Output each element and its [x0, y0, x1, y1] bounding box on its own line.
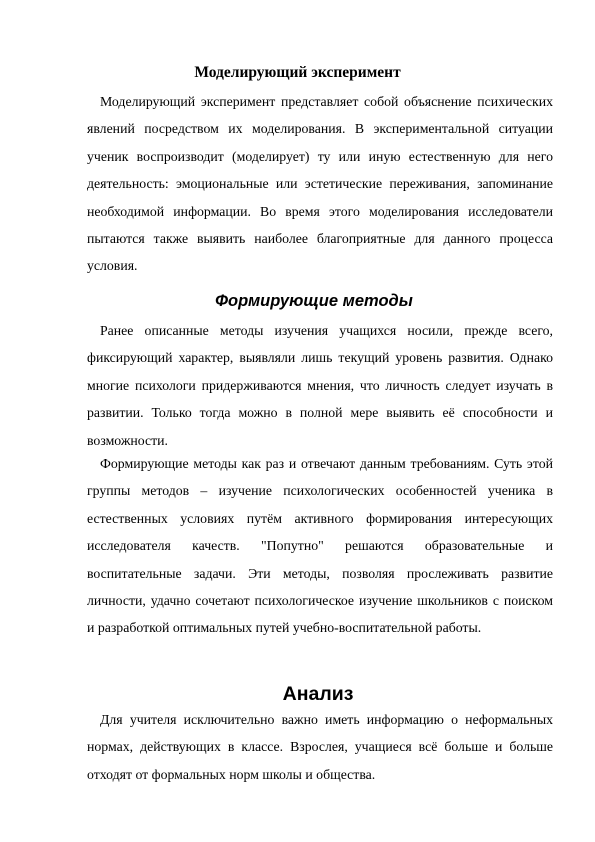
paragraph-modeling-experiment: Моделирующий эксперимент представляет собой объяснение психических явлений посредством их моделирования. В экспериментальной ситуации ученик воспроизводит (моделирует) ту или иную естественную для него деятельность: эмоциональные или эстетические переживания, запоминание необходимой информации. Во время этого моделирования исследователи пытаются также выявить наиболее благоприятные для данного процесса условия.	[87, 94, 553, 274]
paragraph-formative-methods-2: Формирующие методы как раз и отвечают данным требованиям. Суть этой группы методов – изучение психологических особенностей ученика в естественных условиях путём активного формирования интересующих исследователя качеств. "Попутно" решаются образовательные и воспитательные задачи. Эти методы, позволяя прослеживать развитие личности, удачно сочетают психологическое изучение школьников с поиском и разработкой оптимальных путей учебно-воспитательной работы.	[87, 456, 553, 636]
paragraph-analysis: Для учителя исключительно важно иметь информацию о неформальных нормах, действующих в классе. Взрослея, учащиеся всё больше и больше отходят от формальных норм школы и общества.	[87, 712, 553, 782]
paragraph-formative-methods-1: Ранее описанные методы изучения учащихся носили, прежде всего, фиксирующий характер, выявляли лишь текущий уровень развития. Однако многие психологи придерживаются мнения, что личность следует изучать в развитии. Только тогда можно в полной мере выявить её способности и возможности.	[87, 323, 553, 448]
heading-formative-methods: Формирующие методы	[215, 292, 413, 310]
heading-analysis: Анализ	[282, 683, 354, 705]
heading-modeling-experiment: Моделирующий эксперимент	[194, 64, 401, 81]
